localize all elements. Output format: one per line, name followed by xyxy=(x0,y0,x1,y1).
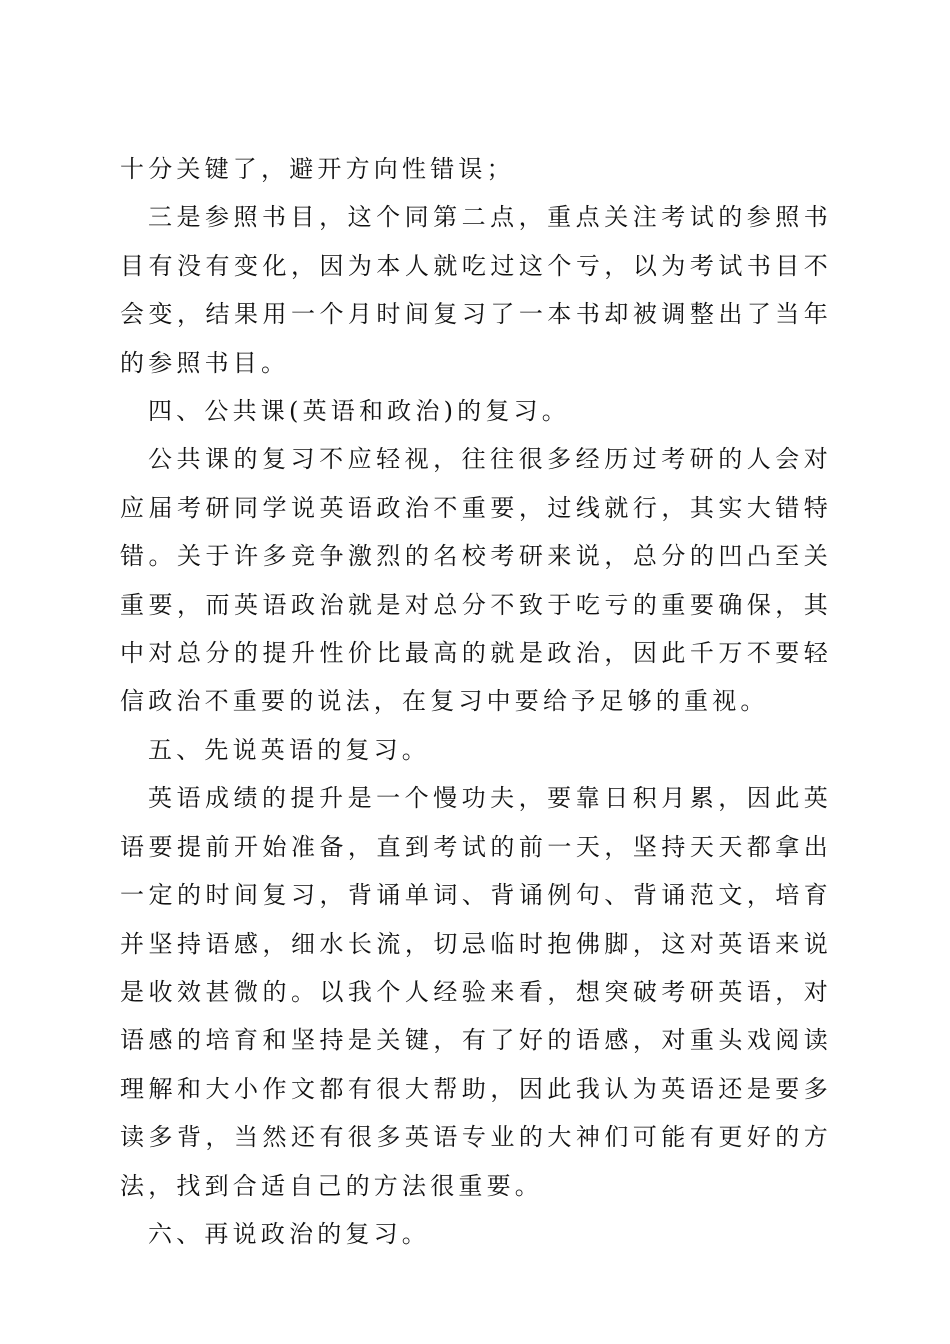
document-body xyxy=(120,145,832,1258)
paragraph-reference-books: 三是参照书目，这个同第二点，重点关注考试的参照书目有没有变化，因为本人就吃过这个亏，以为考试书目不会变，结果用一个月时间复习了一本书却被调整出了当年的参照书目。 xyxy=(120,203,832,377)
paragraph-english: 英语成绩的提升是一个慢功夫，要靠日积月累，因此英语要提前开始准备，直到考试的前一天，坚持天天都拿出一定的时间复习，背诵单词、背诵例句、背诵范文，培育并坚持语感，细水长流，切忌临时抱佛脚，这对英语来说是收效甚微的。以我个人经验来看，想突破考研英语，对语感的培育和坚持是关键，有了好的语感，对重头戏阅读理解和大小作文都有很大帮助，因此我认为英语还是要多读多背，当然还有很多英语专业的大神们可能有更好的方法，找到合适自己的方法很重要。 xyxy=(120,784,832,1200)
paragraph-continuation: 十分关键了，避开方向性错误； xyxy=(120,155,515,183)
section-heading-politics: 六、再说政治的复习。 xyxy=(148,1219,430,1248)
paragraph-public-courses: 公共课的复习不应轻视，往往很多经历过考研的人会对应届考研同学说英语政治不重要，过线就行，其实大错特错。关于许多竞争激烈的名校考研来说，总分的凹凸至关重要，而英语政治就是对总分不致于吃亏的重要确保，其中对总分的提升性价比最高的就是政治，因此千万不要轻信政治不重要的说法，在复习中要给予足够的重视。 xyxy=(120,445,832,716)
section-heading-public-courses: 四、公共课(英语和政治)的复习。 xyxy=(148,397,570,426)
section-heading-english: 五、先说英语的复习。 xyxy=(148,735,430,764)
